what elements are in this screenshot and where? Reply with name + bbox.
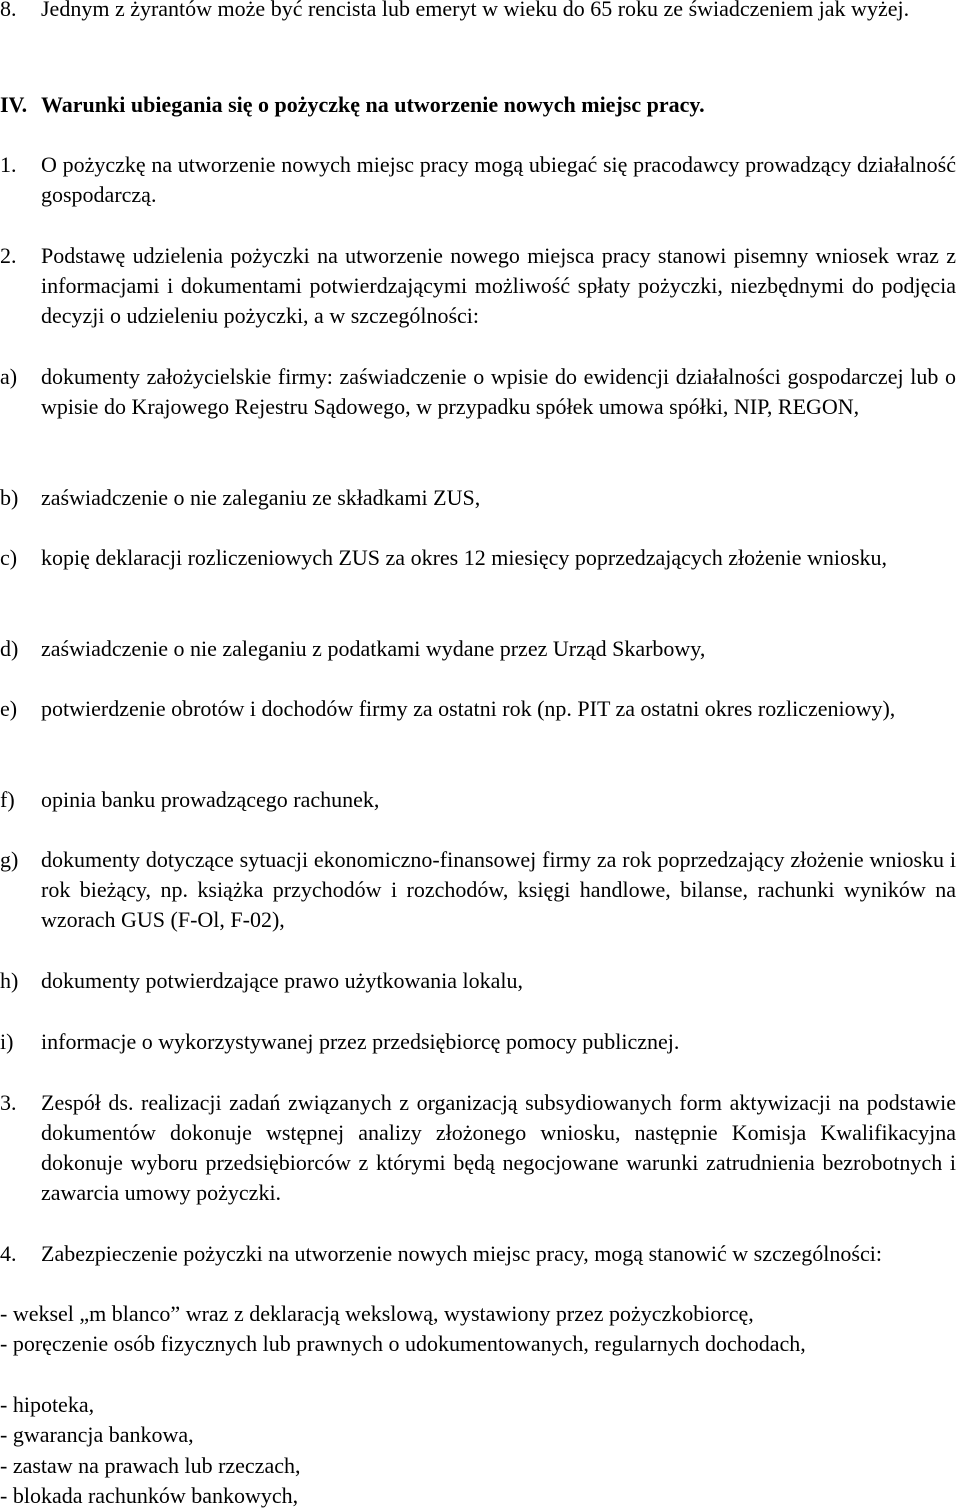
list-item-c: [0, 543, 956, 573]
list-text: potwierdzenie obrotów i dochodów firmy za ostatni rok (np. PIT za ostatni okres rozliczeniowy),: [41, 696, 896, 721]
collateral-item: - hipoteka,: [0, 1392, 95, 1417]
list-marker: c): [0, 545, 18, 570]
list-marker: b): [0, 485, 19, 510]
list-text: dokumenty założycielskie firmy: zaświadczenie o wpisie do ewidencji działalności gospodarczej lub o wpisie do Krajowego Rejestru Sądowego, w przypadku spółek umowa spółki, NIP, REGON,: [41, 364, 956, 419]
list-item-g: [0, 845, 956, 935]
list-item-8: [0, 0, 956, 24]
section-heading-iv: [0, 90, 956, 120]
paragraph-4: [0, 1239, 956, 1269]
list-text: informacje o wykorzystywanej przez przedsiębiorcę pomocy publicznej.: [41, 1029, 680, 1054]
paragraph-2: [0, 241, 956, 331]
list-text: dokumenty potwierdzające prawo użytkowania lokalu,: [41, 968, 524, 993]
list-text: kopię deklaracji rozliczeniowych ZUS za okres 12 miesięcy poprzedzających złożenie wniosku,: [41, 545, 888, 570]
item-marker: 8.: [0, 0, 17, 21]
list-text: zaświadczenie o nie zaleganiu z podatkami wydane przez Urząd Skarbowy,: [41, 636, 706, 661]
list-item-f: [0, 785, 956, 815]
collateral-item: - poręczenie osób fizycznych lub prawnych o udokumentowanych, regularnych dochodach,: [0, 1331, 806, 1356]
list-marker: h): [0, 968, 19, 993]
list-marker: i): [0, 1029, 14, 1054]
list-marker: f): [0, 787, 15, 812]
paragraph-number: 2.: [0, 243, 17, 268]
paragraph-1: [0, 150, 956, 210]
list-marker: e): [0, 696, 18, 721]
list-item-a: [0, 362, 956, 422]
paragraph-text: O pożyczkę na utworzenie nowych miejsc pracy mogą ubiegać się pracodawcy prowadzący działalność gospodarczą.: [41, 152, 956, 207]
list-item-i: [0, 1027, 956, 1057]
paragraph-text: Zespół ds. realizacji zadań związanych z organizacją subsydiowanych form aktywizacji na podstawie dokumentów dokonuje wstępnej analizy złożonego wniosku, następnie Komisja Kwalifikacyjna dokonuje wyboru przedsiębiorców z którymi będą negocjowane warunki zatrudnienia bezrobotnych i zawarcia umowy pożyczki.: [41, 1090, 956, 1205]
collateral-item: - zastaw na prawach lub rzeczach,: [0, 1453, 301, 1478]
list-marker: d): [0, 636, 19, 661]
paragraph-3: [0, 1088, 956, 1208]
list-text: opinia banku prowadzącego rachunek,: [41, 787, 380, 812]
item-text: Jednym z żyrantów może być rencista lub emeryt w wieku do 65 roku ze świadczeniem jak wyżej.: [41, 0, 910, 21]
section-title: Warunki ubiegania się o pożyczkę na utworzenie nowych miejsc pracy.: [41, 92, 705, 117]
collateral-item: - weksel „m blanco” wraz z deklaracją wekslową, wystawiony przez pożyczkobiorcę,: [0, 1301, 754, 1326]
collateral-item: - gwarancja bankowa,: [0, 1422, 194, 1447]
list-item-b: [0, 483, 956, 513]
list-text: dokumenty dotyczące sytuacji ekonomiczno-finansowej firmy za rok poprzedzający złożenie wniosku i rok bieżący, np. książka przychodów i rozchodów, księgi handlowe, bilanse, rachunki wyników na wzorach GUS (F-Ol, F-02),: [41, 847, 956, 932]
list-marker: g): [0, 847, 19, 872]
paragraph-number: 1.: [0, 152, 17, 177]
list-item-e: [0, 694, 956, 724]
list-item-h: [0, 966, 956, 996]
list-text: zaświadczenie o nie zaleganiu ze składkami ZUS,: [41, 485, 481, 510]
collateral-item: - blokada rachunków bankowych,: [0, 1483, 299, 1508]
list-item-d: [0, 634, 956, 664]
paragraph-number: 3.: [0, 1090, 17, 1115]
paragraph-text: Zabezpieczenie pożyczki na utworzenie nowych miejsc pracy, mogą stanowić w szczególności:: [41, 1241, 882, 1266]
paragraph-number: 4.: [0, 1241, 17, 1266]
list-marker: a): [0, 364, 18, 389]
paragraph-text: Podstawę udzielenia pożyczki na utworzenie nowego miejsca pracy stanowi pisemny wniosek wraz z informacjami i dokumentami potwierdzającymi możliwość spłaty pożyczki, niezbędnymi do podjęcia decyzji o udzieleniu pożyczki, a w szczególności:: [41, 243, 956, 328]
section-number: IV.: [0, 92, 28, 117]
